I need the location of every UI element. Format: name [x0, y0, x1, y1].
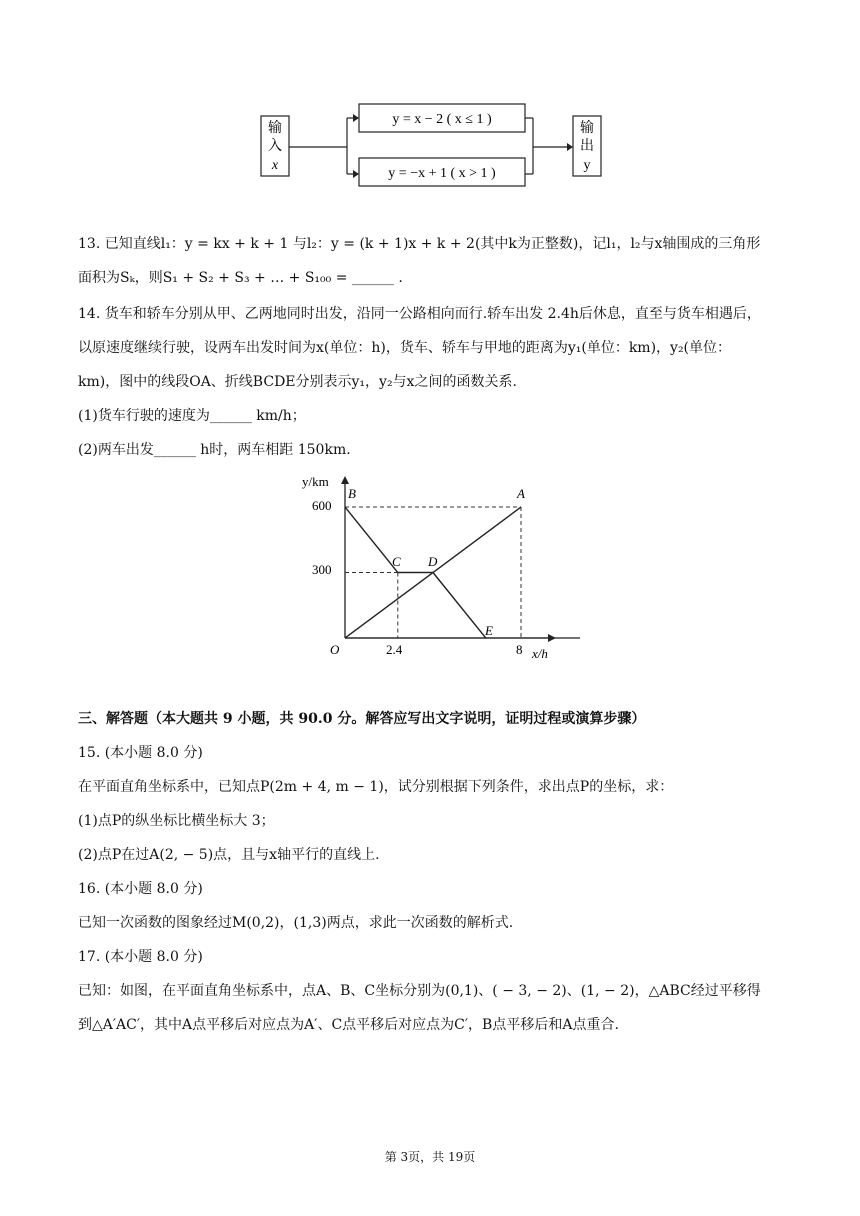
distance-time-graph	[280, 470, 580, 670]
section-3-heading: 三、解答题（本大题共 9 小题，共 90.0 分。解答应写出文字说明，证明过程或演算步骤）	[78, 711, 646, 727]
y-tick-300: 300	[312, 562, 332, 577]
q17-line-2: 到△A′AC′，其中A点平移后对应点为A′、C点平移后对应点为C′，B点平移后和A点重合.	[78, 1017, 619, 1033]
point-label-e: E	[485, 623, 493, 638]
arrow-to-bottom-box	[353, 170, 359, 178]
input-char-3: x	[271, 158, 279, 173]
q15-part-2: (2)点P在过A(2, − 5)点，且与x轴平行的直线上.	[78, 847, 380, 863]
output-char-3: y	[583, 158, 591, 173]
q16-line-1: 已知一次函数的图象经过M(0,2)，(1,3)两点，求此一次函数的解析式.	[78, 915, 514, 931]
y-tick-600: 600	[312, 498, 332, 513]
q13-line-2: 面积为Sₖ，则S₁ + S₂ + S₃ + … + S₁₀₀ = ______ .	[78, 270, 403, 286]
output-char-1: 输	[580, 121, 594, 136]
top-box-text: y = x − 2 ( x ≤ 1 )	[392, 112, 492, 127]
q14-line-3: km)，图中的线段OA、折线BCDE分别表示y₁，y₂与x之间的函数关系.	[78, 374, 517, 390]
bottom-box-text: y = −x + 1 ( x > 1 )	[388, 166, 496, 181]
q14-line-1: 14. 货车和轿车分别从甲、乙两地同时出发，沿同一公路相向而行.轿车出发 2.4h后休息，直至与货车相遇后，	[78, 306, 761, 322]
input-char-2: 入	[268, 139, 282, 154]
page-footer: 第 3页，共 19页	[384, 1150, 476, 1164]
point-label-c: C	[392, 554, 401, 569]
q16-title: 16. (本小题 8.0 分)	[78, 881, 203, 897]
q14-line-2: 以原速度继续行驶，设两车出发时间为x(单位：h)，货车、轿车与甲地的距离为y₁(单位：km)，y₂(单位：	[78, 340, 732, 356]
flowchart	[255, 98, 605, 190]
q13-line-1: 13. 已知直线l₁：y = kx + k + 1 与l₂：y = (k + 1)x + k + 2(其中k为正整数)，记l₁，l₂与x轴围成的三角形	[78, 236, 761, 252]
point-label-a: A	[517, 486, 525, 501]
q15-line-1: 在平面直角坐标系中，已知点P(2m + 4, m − 1)，试分别根据下列条件，求出点P的坐标，求：	[78, 779, 674, 795]
point-label-b: B	[348, 486, 356, 501]
y-axis-label: y/km	[302, 474, 329, 489]
q15-title: 15. (本小题 8.0 分)	[78, 745, 203, 761]
arrow-to-top-box	[353, 114, 359, 122]
input-char-1: 输	[268, 121, 282, 136]
output-char-2: 出	[580, 139, 594, 154]
q15-part-1: (1)点P的纵坐标比横坐标大 3；	[78, 813, 275, 829]
q17-line-1: 已知：如图，在平面直角坐标系中，点A、B、C坐标分别为(0,1)、( − 3, − 2)、(1, − 2)，△ABC经过平移得	[78, 983, 761, 999]
q14-part-1: (1)货车行驶的速度为______ km/h；	[78, 408, 306, 424]
q17-title: 17. (本小题 8.0 分)	[78, 949, 203, 965]
y-axis-arrow	[341, 476, 349, 484]
x-tick-2-4: 2.4	[386, 642, 403, 657]
x-axis-label: x/h	[532, 646, 548, 661]
q14-part-2: (2)两车出发______ h时，两车相距 150km.	[78, 442, 351, 458]
origin-label: O	[330, 642, 340, 657]
arrow-to-output	[567, 143, 573, 151]
x-tick-8: 8	[516, 642, 523, 657]
x-axis-arrow	[548, 634, 556, 642]
point-label-d: D	[428, 554, 438, 569]
